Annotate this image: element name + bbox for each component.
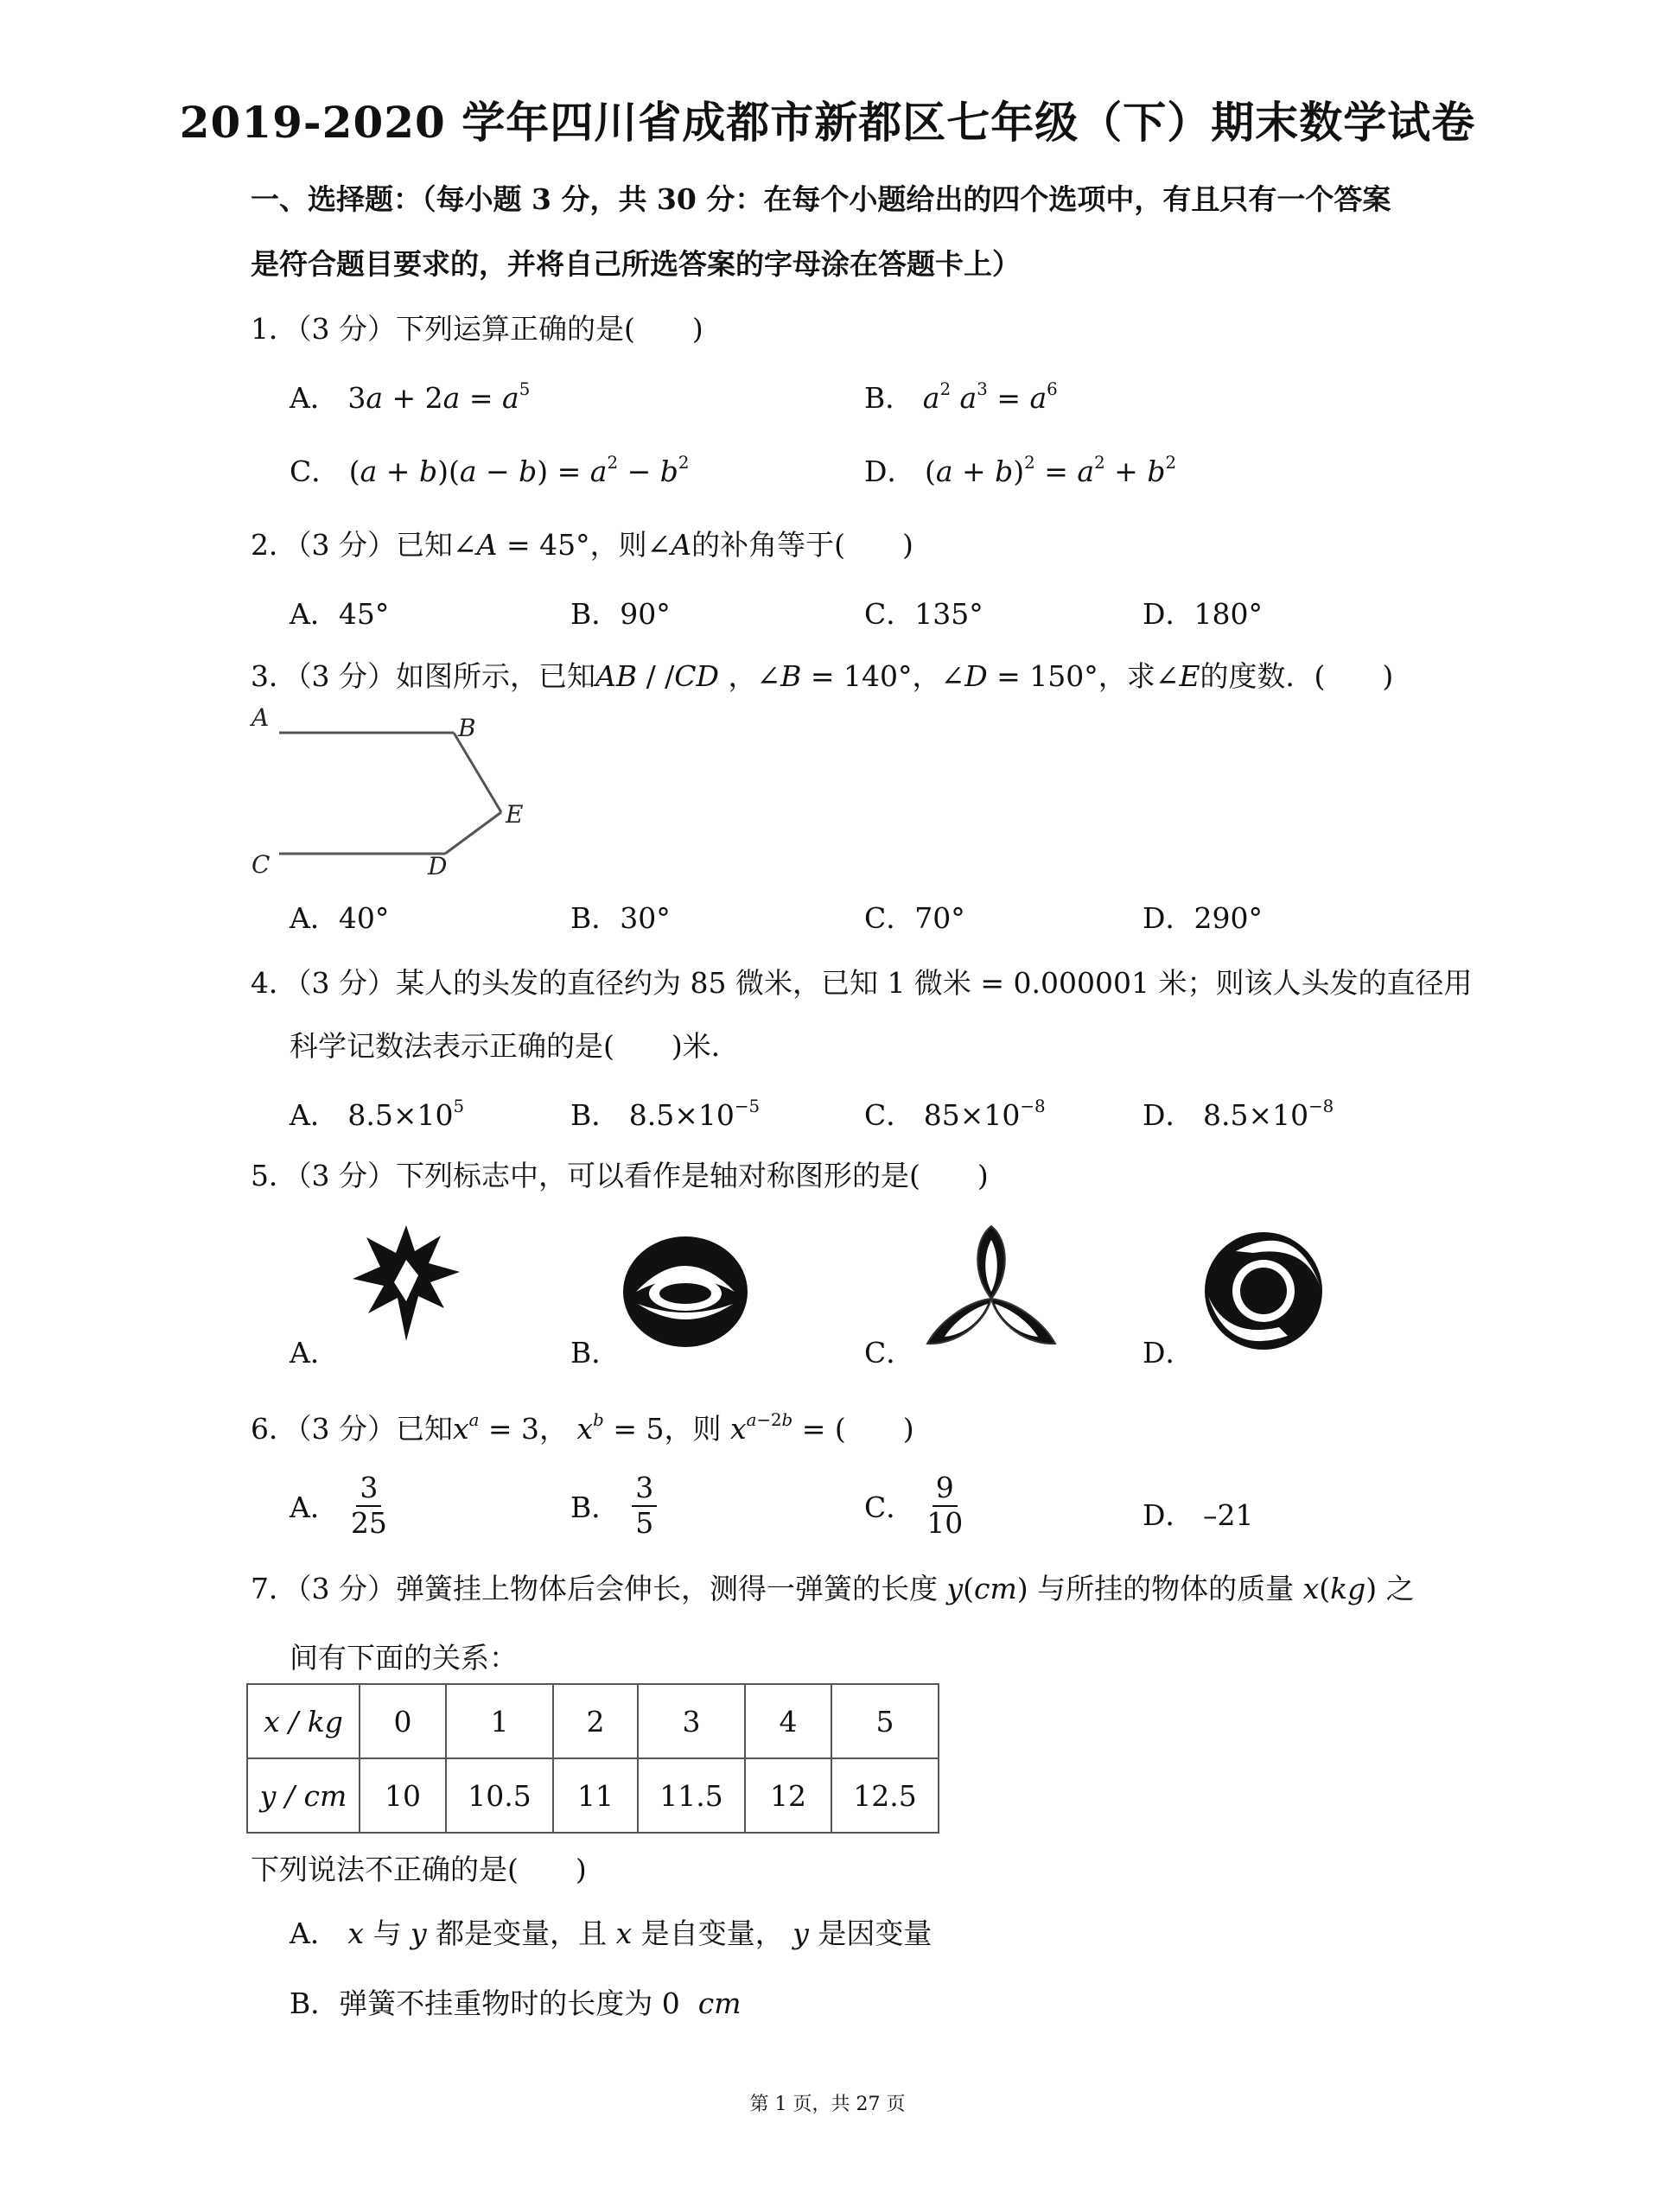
q5-logo-c-propeller-icon <box>920 1223 1063 1352</box>
table-cell: 11.5 <box>638 1758 745 1833</box>
q5-stem: 5．（3 分）下列标志中，可以看作是轴对称图形的是( ) <box>251 1159 989 1192</box>
q3-option-b: B．30° <box>570 901 671 935</box>
q5-option-b: B． <box>570 1336 621 1370</box>
q7-sub-question: 下列说法不正确的是( ) <box>251 1853 587 1886</box>
table-cell: 10.5 <box>446 1758 553 1833</box>
q3-option-d: D．290° <box>1143 901 1263 935</box>
q7-stem-line1: 7．（3 分）弹簧挂上物体后会伸长，测得一弹簧的长度 y(cm) 与所挂的物体的质量 x(kg) 之 <box>251 1572 1415 1605</box>
q2-option-a: A．45° <box>290 597 390 631</box>
q3-figure-lines <box>279 733 501 854</box>
q2-option-b: B．90° <box>570 597 671 631</box>
table-cell: 2 <box>553 1684 638 1758</box>
q1-stem: 1．（3 分）下列运算正确的是( ) <box>251 312 703 346</box>
table-cell: 5 <box>831 1684 939 1758</box>
q2-stem: 2．（3 分）已知∠A = 45°，则∠A的补角等于( ) <box>251 528 913 562</box>
table-cell: 12 <box>745 1758 831 1833</box>
q3-label-b: B <box>458 714 476 742</box>
q5-logo-a-star-icon <box>346 1218 467 1348</box>
page-title: 2019-2020 学年四川省成都市新都区七年级（下）期末数学试卷 <box>179 97 1476 148</box>
q7-stem-line2: 间有下面的关系： <box>290 1641 518 1675</box>
table-cell: 0 <box>360 1684 446 1758</box>
q1-option-c: C． $(a + b)(a - b) = a^2 - b^2$ <box>290 453 690 488</box>
q5-logo-b-ring-icon <box>621 1231 750 1352</box>
q6-fraction-b: $\frac{3}{5}$ <box>632 1473 657 1538</box>
q2-option-c: C．135° <box>864 597 983 631</box>
q3-geometry-figure <box>246 700 549 886</box>
q6-option-d: D． –21 <box>1143 1498 1254 1532</box>
table-header-x: x / kg <box>247 1684 360 1758</box>
q5-logo-d-swirl-icon <box>1201 1227 1327 1352</box>
section-heading-line1: 一、选择题：（每小题 3 分，共 30 分：在每个小题给出的四个选项中，有且只有一个答案 <box>251 182 1391 216</box>
table-header-y: y / cm <box>247 1758 360 1833</box>
q6-fraction-c: $\frac{9}{10}$ <box>926 1471 964 1540</box>
table-row <box>247 1684 939 1758</box>
q3-label-e: E <box>506 800 524 829</box>
q1-option-b: B． $a^2$ $a^3 = a^6$ <box>864 379 1058 415</box>
q4-option-c: C． $85\times 10^{-8}$ <box>864 1096 1046 1132</box>
q6-stem: 6．（3 分）已知$x^a = 3$， $x^b = 5$，则 $x^{a-2b}$ = ( ) <box>251 1410 914 1446</box>
table-cell: 3 <box>638 1684 745 1758</box>
q5-option-a: A． <box>290 1336 339 1370</box>
q5-option-c: C． <box>864 1336 915 1370</box>
table-cell: 10 <box>360 1758 446 1833</box>
q2-option-d: D．180° <box>1143 597 1263 631</box>
q3-label-d: D <box>428 852 448 880</box>
q7-option-a: A． x 与 y 都是变量，且 x 是自变量， y 是因变量 <box>290 1916 933 1950</box>
table-row <box>247 1758 939 1833</box>
q7-data-table <box>246 1683 939 1834</box>
q1-option-d: D． $(a + b)^2 = a^2 + b^2$ <box>864 453 1177 488</box>
section-heading-line2: 是符合题目要求的，并将自己所选答案的字母涂在答题卡上） <box>251 247 1021 281</box>
q4-option-b: B． $8.5\times 10^{-5}$ <box>570 1096 761 1132</box>
q4-stem-line2: 科学记数法表示正确的是( )米． <box>290 1029 740 1063</box>
q5-option-d: D． <box>1143 1336 1194 1370</box>
q3-label-a: A <box>251 703 270 732</box>
q3-label-c: C <box>251 850 271 879</box>
q3-option-c: C．70° <box>864 901 965 935</box>
q1-option-a: A． $3a + 2a = a^5$ <box>290 379 531 415</box>
q6-option-b: B． $\frac{3}{5}$ <box>570 1473 657 1538</box>
table-cell: 1 <box>446 1684 553 1758</box>
q3-stem: 3．（3 分）如图所示，已知AB / /CD ，∠B = 140°，∠D = 150°，求∠E的度数．( ) <box>251 659 1394 693</box>
q4-option-d: D． $8.5\times 10^{-8}$ <box>1143 1096 1334 1132</box>
q6-fraction-a: $\frac{3}{25}$ <box>350 1471 387 1540</box>
q3-option-a: A．40° <box>290 901 390 935</box>
q7-option-b: B．弹簧不挂重物时的长度为 0 cm <box>290 1986 742 2020</box>
table-cell: 11 <box>553 1758 638 1833</box>
q4-stem-line1: 4．（3 分）某人的头发的直径约为 85 微米，已知 1 微米 = 0.000001 米；则该人头发的直径用 <box>251 966 1473 1000</box>
q6-option-c: C． $\frac{9}{10}$ <box>864 1471 964 1540</box>
q6-option-a: A． $\frac{3}{25}$ <box>290 1471 387 1540</box>
q4-option-a: A． $8.5\times 10^5$ <box>290 1096 465 1132</box>
table-cell: 4 <box>745 1684 831 1758</box>
page-footer: 第 1 页，共 27 页 <box>749 2094 906 2115</box>
table-cell: 12.5 <box>831 1758 939 1833</box>
